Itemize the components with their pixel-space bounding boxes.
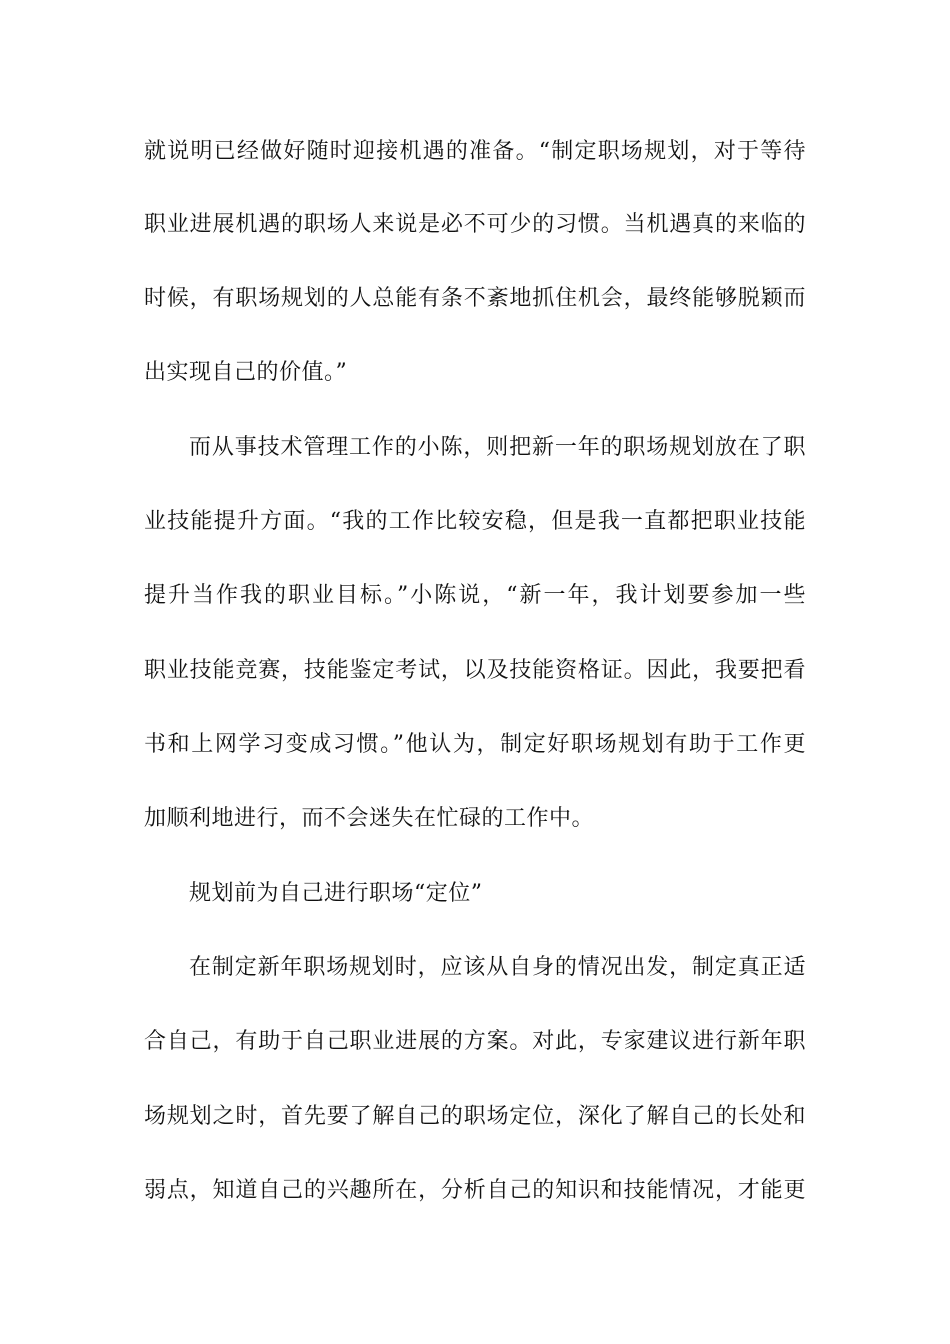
- paragraph-3-line-4: 弱点，知道自己的兴趣所在，分析自己的知识和技能情况，才能更: [144, 1178, 806, 1203]
- paragraph-3-line-1: 在制定新年职场规划时，应该从自身的情况出发，制定真正适: [189, 955, 806, 980]
- paragraph-2-line-4: 职业技能竞赛，技能鉴定考试，以及技能资格证。因此，我要把看: [144, 658, 806, 683]
- paragraph-2-line-6: 加顺利地进行，而不会迷失在忙碌的工作中。: [144, 806, 595, 831]
- paragraph-2-line-1: 而从事技术管理工作的小陈，则把新一年的职场规划放在了职: [189, 435, 806, 460]
- paragraph-1-line-1: 就说明已经做好随时迎接机遇的准备。“制定职场规划，对于等待: [144, 139, 806, 164]
- paragraph-2-line-2: 业技能提升方面。“我的工作比较安稳，但是我一直都把职业技能: [144, 509, 806, 534]
- paragraph-1-line-3: 时候，有职场规划的人总能有条不紊地抓住机会，最终能够脱颖而: [144, 286, 806, 311]
- paragraph-2-line-5: 书和上网学习变成习惯。”他认为，制定好职场规划有助于工作更: [144, 732, 806, 757]
- paragraph-3-line-3: 场规划之时，首先要了解自己的职场定位，深化了解自己的长处和: [144, 1104, 806, 1129]
- section-heading: 规划前为自己进行职场“定位”: [189, 881, 483, 906]
- paragraph-1-line-4: 出实现自己的价值。”: [144, 360, 348, 385]
- paragraph-1-line-2: 职业进展机遇的职场人来说是必不可少的习惯。当机遇真的来临的: [144, 212, 806, 237]
- paragraph-3-line-2: 合自己，有助于自己职业进展的方案。对此，专家建议进行新年职: [144, 1029, 806, 1054]
- paragraph-2-line-3: 提升当作我的职业目标。”小陈说，“新一年，我计划要参加一些: [144, 583, 806, 608]
